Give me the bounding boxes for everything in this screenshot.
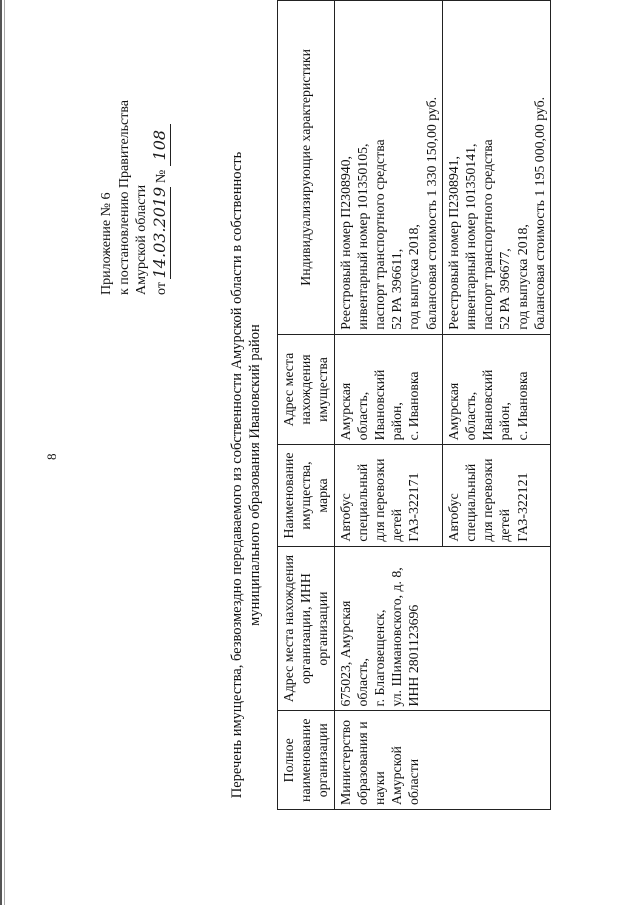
scan-edge-line-thin xyxy=(4,0,5,905)
cell-line: год выпуска 2018, xyxy=(514,224,530,330)
property-name-cell xyxy=(442,445,550,546)
cell-line: с. Ивановка xyxy=(406,371,422,441)
cell-line: детей xyxy=(497,508,513,542)
cell-line: для перевозки xyxy=(480,458,496,542)
cell-line: Реестровый номер П2308940, xyxy=(337,155,353,330)
appendix-block xyxy=(98,100,171,295)
header-property-name: Наименование имущества, марка xyxy=(278,445,335,546)
cell-line: Автобус xyxy=(445,493,461,542)
cell-line: инвентарный номер 101350141, xyxy=(463,143,479,330)
cell-line: год выпуска 2018, xyxy=(406,224,422,330)
cell-line: 52 РА 396677, xyxy=(497,248,513,330)
org-address-cell xyxy=(334,546,550,711)
cell-line: ГАЗ-322171 xyxy=(406,472,422,542)
property-location-cell xyxy=(334,334,442,445)
date-prefix: от xyxy=(153,282,169,295)
cell-line: г. Благовещенск, xyxy=(372,609,388,707)
cell-line: балансовая стоимость 1 195 000,00 руб. xyxy=(531,96,547,330)
cell-line: ГАЗ-322121 xyxy=(514,472,530,542)
characteristics-cell xyxy=(334,1,442,335)
cell-line: специальный xyxy=(354,463,370,542)
cell-line: паспорт транспортного средства xyxy=(372,139,388,330)
header-property-location: Адрес места нахождения имущества xyxy=(278,334,335,445)
scan-edge-line xyxy=(0,0,2,905)
property-table xyxy=(277,0,551,810)
cell-line: Ивановский район, xyxy=(480,369,513,441)
cell-line: с. Ивановка xyxy=(514,371,530,441)
header-org-address: Адрес места нахождения организации, ИНН организации xyxy=(278,546,335,711)
cell-line: инвентарный номер 101350105, xyxy=(354,143,370,330)
number-prefix: № xyxy=(153,169,169,184)
page-number: 8 xyxy=(44,453,59,460)
org-name-cell: Министерство образования и науки Амурской области xyxy=(334,711,550,810)
property-name-cell xyxy=(334,445,442,546)
cell-line: Автобус xyxy=(337,493,353,542)
cell-line: 52 РА 396611, xyxy=(389,248,405,330)
cell-line: Реестровый номер П2308941, xyxy=(445,155,461,330)
cell-line: Амурская область, xyxy=(337,382,370,441)
cell-line: Амурская область, xyxy=(445,382,479,441)
cell-line: специальный xyxy=(463,463,479,542)
cell-line: 675023, Амурская xyxy=(337,600,353,707)
cell-line: паспорт транспортного средства xyxy=(480,139,496,330)
title-line-1: Перечень имущества, безвозмездно передаваемого из собственности Амурской области в собственность xyxy=(229,151,245,799)
cell-line: Ивановский район, xyxy=(372,369,405,441)
table-row xyxy=(334,1,442,810)
appendix-line-1: Приложение № 6 xyxy=(99,192,114,295)
handwritten-date: 14.03.2019 xyxy=(149,186,169,279)
document-title xyxy=(228,135,264,815)
number-field xyxy=(151,124,172,166)
header-characteristics: Индивидуализирующие характеристики xyxy=(278,1,335,335)
appendix-line-2: к постановлению Правительства xyxy=(116,99,132,295)
handwritten-number: 108 xyxy=(149,129,169,161)
cell-line: область, xyxy=(354,658,370,707)
table-header-row xyxy=(278,1,335,810)
header-org-name: Полное наименование организации xyxy=(278,711,335,810)
appendix-date-line xyxy=(151,100,172,295)
date-field xyxy=(151,187,172,279)
cell-line: детей xyxy=(389,508,405,542)
cell-line: для перевозки xyxy=(372,458,388,542)
cell-line: ИНН 2801123696 xyxy=(406,604,422,707)
characteristics-cell xyxy=(442,1,550,335)
property-location-cell xyxy=(442,334,550,445)
appendix-line-3: Амурской области xyxy=(134,184,149,295)
title-line-2: муниципального образования Ивановский район xyxy=(247,324,263,626)
cell-line: балансовая стоимость 1 330 150,00 руб. xyxy=(423,96,439,330)
cell-line: ул. Шимановского, д. 8, xyxy=(389,567,405,707)
